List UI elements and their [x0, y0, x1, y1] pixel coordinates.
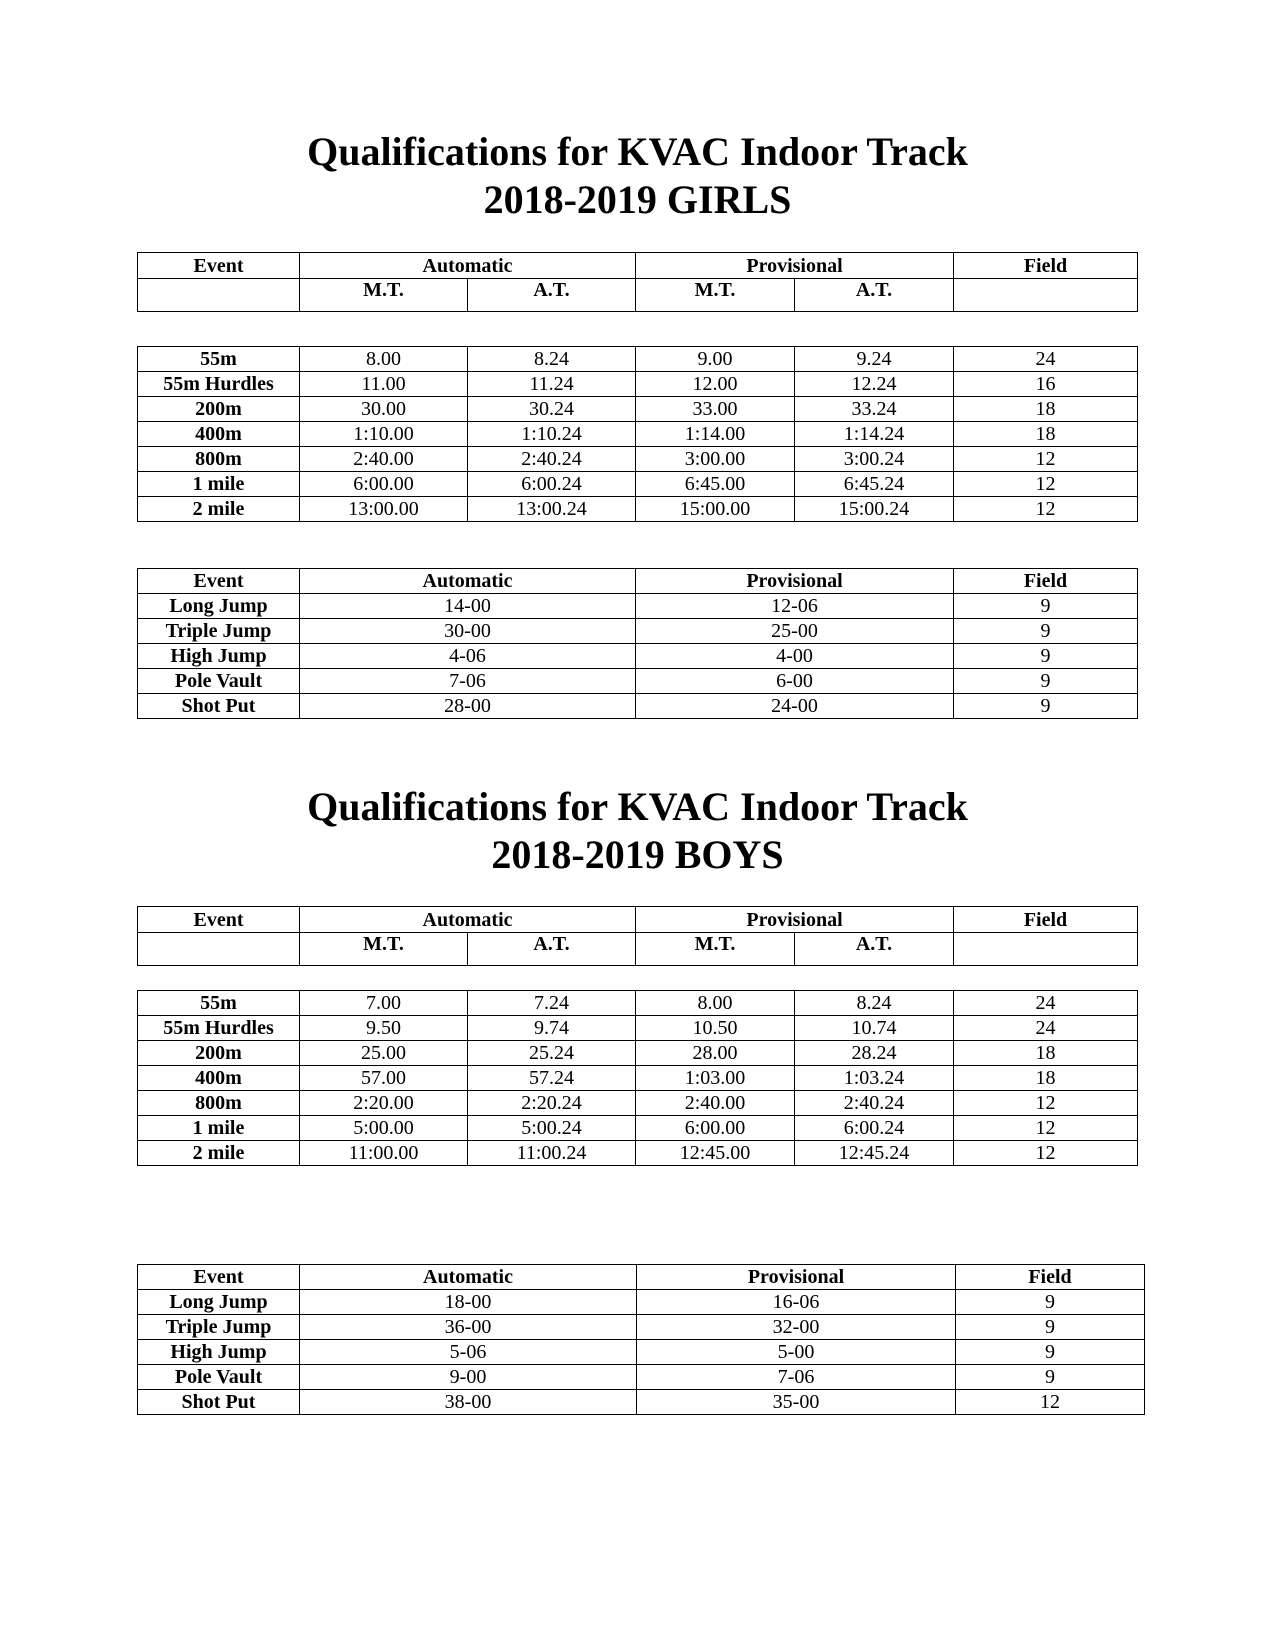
automatic-mark-cell: 9-00 — [300, 1365, 637, 1390]
provisional-mt-cell: 1:14.00 — [636, 422, 795, 447]
field-size-cell: 12 — [954, 1141, 1138, 1166]
event-name-cell: 200m — [138, 397, 300, 422]
automatic-mt-cell: 2:20.00 — [300, 1091, 468, 1116]
field-size-cell: 9 — [954, 619, 1138, 644]
automatic-mt-cell: 57.00 — [300, 1066, 468, 1091]
automatic-mark-cell: 7-06 — [300, 669, 636, 694]
event-name-cell: High Jump — [138, 1340, 300, 1365]
table-row — [138, 1091, 1138, 1116]
event-name-cell: 2 mile — [138, 497, 300, 522]
provisional-mark-cell: 24-00 — [636, 694, 954, 719]
header-provisional: Provisional — [636, 907, 954, 933]
field-size-cell: 12 — [954, 497, 1138, 522]
automatic-mt-cell: 25.00 — [300, 1041, 468, 1066]
automatic-mark-cell: 38-00 — [300, 1390, 637, 1415]
provisional-mt-cell: 12:45.00 — [636, 1141, 795, 1166]
table-row — [138, 594, 1138, 619]
event-name-cell: 55m — [138, 991, 300, 1016]
header-prov-at: A.T. — [795, 279, 954, 312]
provisional-mt-cell: 33.00 — [636, 397, 795, 422]
field-header-field: Field — [956, 1265, 1145, 1290]
event-name-cell: 55m Hurdles — [138, 1016, 300, 1041]
event-name-cell: 2 mile — [138, 1141, 300, 1166]
table-row — [138, 694, 1138, 719]
provisional-mt-cell: 9.00 — [636, 347, 795, 372]
provisional-mark-cell: 4-00 — [636, 644, 954, 669]
automatic-at-cell: 13:00.24 — [468, 497, 636, 522]
provisional-at-cell: 8.24 — [795, 991, 954, 1016]
table-row — [138, 1066, 1138, 1091]
girls-title-line1: Qualifications for KVAC Indoor Track — [307, 129, 968, 174]
field-size-cell: 12 — [956, 1390, 1145, 1415]
provisional-at-cell: 9.24 — [795, 347, 954, 372]
automatic-at-cell: 8.24 — [468, 347, 636, 372]
table-row — [138, 644, 1138, 669]
table-row — [138, 1290, 1145, 1315]
field-size-cell: 12 — [954, 1091, 1138, 1116]
table-row — [138, 1315, 1145, 1340]
table-row — [138, 497, 1138, 522]
field-header-automatic: Automatic — [300, 1265, 637, 1290]
provisional-at-cell: 10.74 — [795, 1016, 954, 1041]
event-name-cell: 1 mile — [138, 1116, 300, 1141]
header-event: Event — [138, 253, 300, 279]
field-size-cell: 18 — [954, 1041, 1138, 1066]
provisional-mark-cell: 25-00 — [636, 619, 954, 644]
header-blank — [138, 933, 300, 966]
field-size-cell: 18 — [954, 397, 1138, 422]
table-row — [138, 619, 1138, 644]
field-size-cell: 24 — [954, 1016, 1138, 1041]
table-row — [138, 669, 1138, 694]
boys-title-line1: Qualifications for KVAC Indoor Track — [307, 784, 968, 829]
automatic-at-cell: 5:00.24 — [468, 1116, 636, 1141]
automatic-at-cell: 9.74 — [468, 1016, 636, 1041]
automatic-mt-cell: 9.50 — [300, 1016, 468, 1041]
automatic-at-cell: 7.24 — [468, 991, 636, 1016]
provisional-mt-cell: 1:03.00 — [636, 1066, 795, 1091]
automatic-mt-cell: 8.00 — [300, 347, 468, 372]
header-field: Field — [954, 907, 1138, 933]
provisional-mt-cell: 8.00 — [636, 991, 795, 1016]
field-header-field: Field — [954, 569, 1138, 594]
automatic-mark-cell: 30-00 — [300, 619, 636, 644]
table-row — [138, 1016, 1138, 1041]
automatic-at-cell: 11:00.24 — [468, 1141, 636, 1166]
event-name-cell: Long Jump — [138, 594, 300, 619]
header-auto-at: A.T. — [468, 279, 636, 312]
event-name-cell: 400m — [138, 422, 300, 447]
provisional-at-cell: 6:45.24 — [795, 472, 954, 497]
header-event: Event — [138, 907, 300, 933]
automatic-at-cell: 2:40.24 — [468, 447, 636, 472]
field-size-cell: 9 — [954, 694, 1138, 719]
provisional-mark-cell: 32-00 — [637, 1315, 956, 1340]
field-size-cell: 24 — [954, 347, 1138, 372]
table-row — [138, 1041, 1138, 1066]
provisional-mt-cell: 6:00.00 — [636, 1116, 795, 1141]
automatic-mt-cell: 11.00 — [300, 372, 468, 397]
field-size-cell: 9 — [954, 669, 1138, 694]
event-name-cell: 800m — [138, 1091, 300, 1116]
field-size-cell: 24 — [954, 991, 1138, 1016]
field-header-event: Event — [138, 1265, 300, 1290]
provisional-mark-cell: 5-00 — [637, 1340, 956, 1365]
automatic-at-cell: 2:20.24 — [468, 1091, 636, 1116]
automatic-at-cell: 11.24 — [468, 372, 636, 397]
provisional-mark-cell: 12-06 — [636, 594, 954, 619]
provisional-mt-cell: 3:00.00 — [636, 447, 795, 472]
table-row — [138, 347, 1138, 372]
event-name-cell: Pole Vault — [138, 1365, 300, 1390]
event-name-cell: 55m Hurdles — [138, 372, 300, 397]
header-prov-mt: M.T. — [636, 933, 795, 966]
table-row — [138, 372, 1138, 397]
event-name-cell: 200m — [138, 1041, 300, 1066]
provisional-mark-cell: 16-06 — [637, 1290, 956, 1315]
provisional-at-cell: 6:00.24 — [795, 1116, 954, 1141]
provisional-mt-cell: 28.00 — [636, 1041, 795, 1066]
table-row — [138, 422, 1138, 447]
header-blank — [954, 933, 1138, 966]
automatic-mt-cell: 30.00 — [300, 397, 468, 422]
table-row — [138, 1340, 1145, 1365]
girls-track-header-table — [137, 252, 1138, 312]
automatic-mark-cell: 18-00 — [300, 1290, 637, 1315]
automatic-mark-cell: 4-06 — [300, 644, 636, 669]
provisional-at-cell: 15:00.24 — [795, 497, 954, 522]
field-size-cell: 9 — [954, 594, 1138, 619]
boys-title-line2: 2018-2019 BOYS — [491, 832, 784, 877]
header-auto-mt: M.T. — [300, 933, 468, 966]
header-auto-at: A.T. — [468, 933, 636, 966]
event-name-cell: Shot Put — [138, 1390, 300, 1415]
event-name-cell: 1 mile — [138, 472, 300, 497]
provisional-at-cell: 12.24 — [795, 372, 954, 397]
provisional-at-cell: 3:00.24 — [795, 447, 954, 472]
event-name-cell: Triple Jump — [138, 1315, 300, 1340]
boys-track-header-table — [137, 906, 1138, 966]
event-name-cell: Long Jump — [138, 1290, 300, 1315]
provisional-mt-cell: 2:40.00 — [636, 1091, 795, 1116]
automatic-at-cell: 57.24 — [468, 1066, 636, 1091]
boys-field-table — [137, 1264, 1145, 1415]
event-name-cell: 800m — [138, 447, 300, 472]
provisional-at-cell: 28.24 — [795, 1041, 954, 1066]
provisional-at-cell: 2:40.24 — [795, 1091, 954, 1116]
provisional-at-cell: 1:03.24 — [795, 1066, 954, 1091]
header-field: Field — [954, 253, 1138, 279]
automatic-mt-cell: 7.00 — [300, 991, 468, 1016]
provisional-mark-cell: 35-00 — [637, 1390, 956, 1415]
automatic-mt-cell: 13:00.00 — [300, 497, 468, 522]
header-automatic: Automatic — [300, 253, 636, 279]
automatic-mt-cell: 5:00.00 — [300, 1116, 468, 1141]
boys-track-table — [137, 990, 1138, 1166]
field-header-event: Event — [138, 569, 300, 594]
header-automatic: Automatic — [300, 907, 636, 933]
automatic-mark-cell: 14-00 — [300, 594, 636, 619]
girls-field-table — [137, 568, 1138, 719]
field-size-cell: 12 — [954, 472, 1138, 497]
table-row — [138, 397, 1138, 422]
provisional-at-cell: 33.24 — [795, 397, 954, 422]
girls-title-line2: 2018-2019 GIRLS — [483, 177, 792, 222]
header-prov-at: A.T. — [795, 933, 954, 966]
event-name-cell: Shot Put — [138, 694, 300, 719]
field-size-cell: 18 — [954, 1066, 1138, 1091]
automatic-mark-cell: 36-00 — [300, 1315, 637, 1340]
automatic-mark-cell: 5-06 — [300, 1340, 637, 1365]
automatic-mt-cell: 11:00.00 — [300, 1141, 468, 1166]
field-size-cell: 9 — [956, 1315, 1145, 1340]
boys-title — [0, 783, 1275, 879]
girls-track-table — [137, 346, 1138, 522]
header-blank — [954, 279, 1138, 312]
header-provisional: Provisional — [636, 253, 954, 279]
event-name-cell: 400m — [138, 1066, 300, 1091]
girls-title — [0, 128, 1275, 224]
header-prov-mt: M.T. — [636, 279, 795, 312]
field-size-cell: 18 — [954, 422, 1138, 447]
provisional-mark-cell: 7-06 — [637, 1365, 956, 1390]
table-row — [138, 1365, 1145, 1390]
header-blank — [138, 279, 300, 312]
field-size-cell: 9 — [956, 1290, 1145, 1315]
automatic-mt-cell: 6:00.00 — [300, 472, 468, 497]
provisional-at-cell: 1:14.24 — [795, 422, 954, 447]
field-size-cell: 9 — [956, 1340, 1145, 1365]
automatic-mark-cell: 28-00 — [300, 694, 636, 719]
provisional-mt-cell: 10.50 — [636, 1016, 795, 1041]
table-row — [138, 1116, 1138, 1141]
table-row — [138, 991, 1138, 1016]
event-name-cell: Pole Vault — [138, 669, 300, 694]
automatic-at-cell: 6:00.24 — [468, 472, 636, 497]
event-name-cell: 55m — [138, 347, 300, 372]
automatic-at-cell: 30.24 — [468, 397, 636, 422]
field-header-automatic: Automatic — [300, 569, 636, 594]
table-row — [138, 472, 1138, 497]
event-name-cell: Triple Jump — [138, 619, 300, 644]
event-name-cell: High Jump — [138, 644, 300, 669]
automatic-mt-cell: 1:10.00 — [300, 422, 468, 447]
table-row — [138, 1390, 1145, 1415]
provisional-mt-cell: 15:00.00 — [636, 497, 795, 522]
field-size-cell: 12 — [954, 1116, 1138, 1141]
field-size-cell: 12 — [954, 447, 1138, 472]
provisional-mt-cell: 12.00 — [636, 372, 795, 397]
table-row — [138, 1141, 1138, 1166]
provisional-mt-cell: 6:45.00 — [636, 472, 795, 497]
table-row — [138, 447, 1138, 472]
field-header-provisional: Provisional — [637, 1265, 956, 1290]
field-header-provisional: Provisional — [636, 569, 954, 594]
provisional-at-cell: 12:45.24 — [795, 1141, 954, 1166]
automatic-at-cell: 1:10.24 — [468, 422, 636, 447]
automatic-at-cell: 25.24 — [468, 1041, 636, 1066]
automatic-mt-cell: 2:40.00 — [300, 447, 468, 472]
header-auto-mt: M.T. — [300, 279, 468, 312]
field-size-cell: 16 — [954, 372, 1138, 397]
field-size-cell: 9 — [954, 644, 1138, 669]
field-size-cell: 9 — [956, 1365, 1145, 1390]
provisional-mark-cell: 6-00 — [636, 669, 954, 694]
